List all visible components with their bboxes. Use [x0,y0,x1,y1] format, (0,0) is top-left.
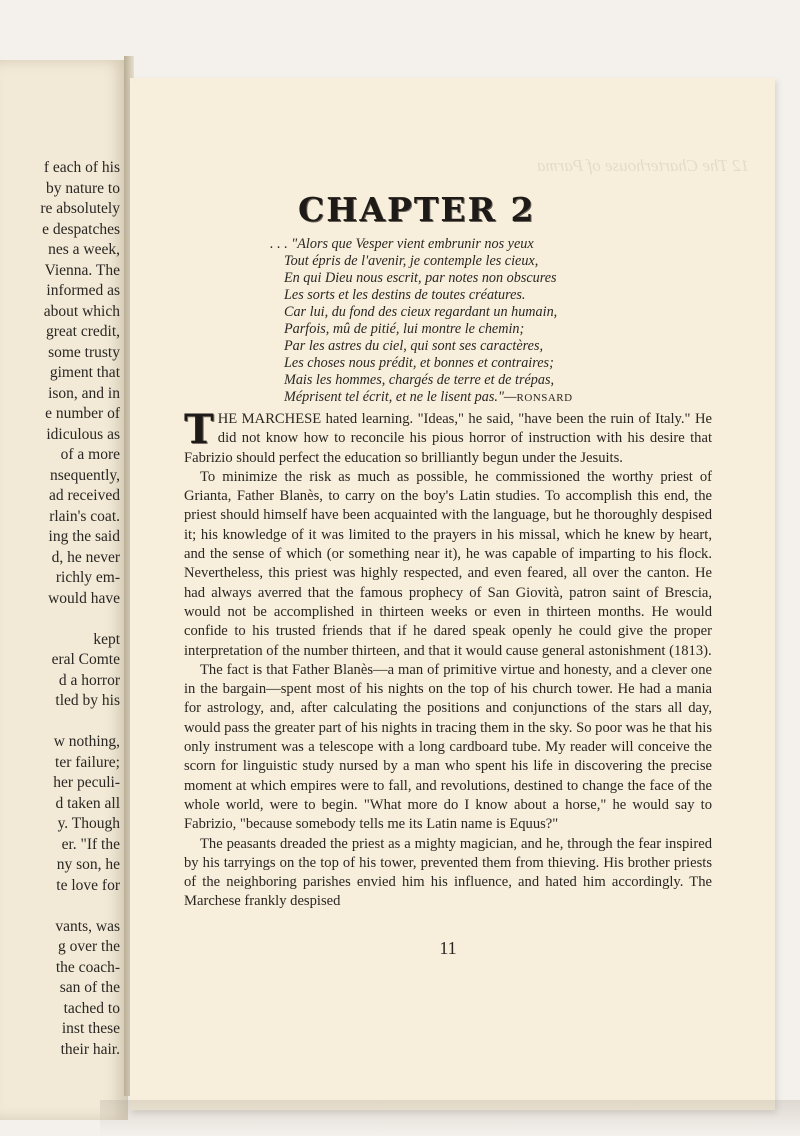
left-page-line [0,609,120,630]
left-page-line: e despatches [42,220,120,238]
left-page-line: her peculi- [53,774,120,791]
left-page-line: ing the said [48,528,120,545]
epigraph-line-text: Par les astres du ciel, qui sont ses caractères, [284,338,544,354]
left-page-line: informed as [46,282,120,299]
left-page-line: re absolutely [40,200,120,217]
left-page-line: y. Though [57,815,120,832]
epigraph-line-text: Les sorts et les destins de toutes créatures. [284,287,526,303]
epigraph-line-text: Méprisent tel écrit, et ne le lisent pas."— [284,389,517,405]
epigraph-attribution: RONSARD [516,392,573,404]
left-page-line [0,896,120,917]
right-page [130,78,775,1110]
opening-smallcaps: HE MARCHESE [217,411,322,427]
epigraph-line-text: Les choses nous prédit, et bonnes et contraires; [284,355,554,371]
left-page-line [0,712,120,733]
facing-left-page [0,60,128,1120]
left-page-line: tached to [63,999,120,1017]
left-page-line: ison, and in [48,384,120,402]
left-page-line: great credit, [45,323,120,340]
left-page-line: nsequently, [49,466,120,484]
left-page-line: d a horror [58,671,120,689]
epigraph-line [270,372,720,389]
epigraph-line [270,389,720,407]
epigraph-line [270,287,720,304]
left-page-line: their hair. [60,1040,120,1058]
epigraph-line-text: . . . "Alors que Vesper vient embrunir nos yeux [270,236,534,252]
epigraph-line-text: Parfois, mû de pitié, lui montre le chemin; [284,321,525,337]
page-number: 11 [439,938,457,958]
paragraph-text: hated learning. "Ideas," he said, "have been the ruin of Italy." He did not know how to reconcile his pious horror of instruction with his desire that Fabrizio should perfect the education so brilliantly begun under the Jesuits. [184,411,712,466]
body-paragraph: The peasants dreaded the priest as a mighty magician, and he, through the fear inspired by his tarryings on the top of his tower, prevented them from thieving. His brother priests of the neighboring parishes envied him his influence, and hated him accordingly. The Marchese frankly despised [184,835,712,910]
epigraph-line-text: Mais les hommes, chargés de terre et de trépas, [284,372,555,388]
epigraph-line [270,355,720,372]
left-page-line: would have [48,589,120,607]
left-page-line: some trusty [48,343,120,361]
left-page-line: inst these [61,1020,120,1037]
left-page-text [0,158,120,1060]
left-page-line: ny son, he [56,856,120,873]
epigraph [270,236,720,407]
left-page-line: te love for [56,876,120,894]
left-page-line: vants, was [55,917,120,935]
left-page-line: of a more [60,446,120,463]
epigraph-line [270,321,720,338]
left-page-line: ter failure; [55,753,120,771]
page-shadow [100,1100,800,1136]
epigraph-line-text: Car lui, du fond des cieux regardant un humain, [284,304,558,320]
epigraph-line [270,304,720,321]
left-page-line: Vienna. The [44,261,120,279]
left-page-line: idiculous as [46,425,120,443]
left-page-line: g over the [58,938,120,955]
left-page-line: by nature to [45,179,120,197]
left-page-line: about which [43,302,120,320]
drop-cap: T [184,406,214,453]
body-paragraph [184,406,712,468]
left-page-line: er. "If the [61,835,120,853]
epigraph-line-text: Tout épris de l'avenir, je contemple les cieux, [284,253,539,269]
left-page-line: san of the [59,979,120,996]
left-page-line: eral Comte [51,651,120,668]
left-page-line: w nothing, [53,733,120,750]
left-page-line: nes a week, [48,241,120,258]
chapter-title: CHAPTER 2 [298,190,536,229]
left-page-line: e number of [45,405,120,422]
left-page-line: richly em- [55,569,120,586]
epigraph-line [270,236,720,253]
left-page-line: rlain's coat. [49,507,120,525]
epigraph-line [270,253,720,270]
left-page-line: giment that [49,364,120,381]
epigraph-line-text: En qui Dieu nous escrit, par notes non obscures [284,270,557,286]
left-page-line: f each of his [43,159,120,176]
ghost-running-header: 12 The Charterhouse of Parma [536,156,749,175]
left-page-line: tled by his [55,692,120,709]
left-page-line: kept [93,630,120,648]
left-page-line: the coach- [55,958,120,976]
epigraph-line [270,270,720,287]
left-page-line: ad received [49,487,120,504]
body-paragraph: The fact is that Father Blanès—a man of primitive virtue and honesty, and a clever one in the bargain—spent most of his nights on the top of his church tower. He had a mania for astrology, and, after calculating the positions and conjunctions of the stars all day, would pass the greater part of his nights in tracing them in the sky. So poor was he that his only instrument was a telescope with a long cardboard tube. My reader will conceive the scorn for linguistic study nursed by a man who spent his life in discovering the precise moment at which empires were to fall, and revolutions, destined to change the face of the whole world, were to begin. "What more do I know about a horse," he would say to Fabrizio, "because somebody tells me its Latin name is Equus?" [184,661,712,833]
body-text [184,406,712,912]
left-page-line: d, he never [51,548,120,566]
epigraph-line [270,338,720,355]
body-paragraph: To minimize the risk as much as possible, he commissioned the worthy priest of Grianta, Father Blanès, to carry on the boy's Latin studies. To accomplish this end, the priest should himself have been acquainted with the language, but he thoroughly despised it; his knowledge of it was limited to the prayers in his missal, which he knew by heart, and the sense of which (or something near it), he was capable of imparting to his flock. Nevertheless, this priest was highly respected, and even feared, all over the canton. He had always averred that the famous prophecy of San Giovità, patron saint of Brescia, would not be accomplished in thirteen weeks or even in thirteen months. He would confide to his trusted friends that if he dared speak openly he could give the proper interpretation of the number thirteen, and that it would cause general astonishment (1813). [184,468,712,659]
left-page-line: d taken all [55,794,120,812]
